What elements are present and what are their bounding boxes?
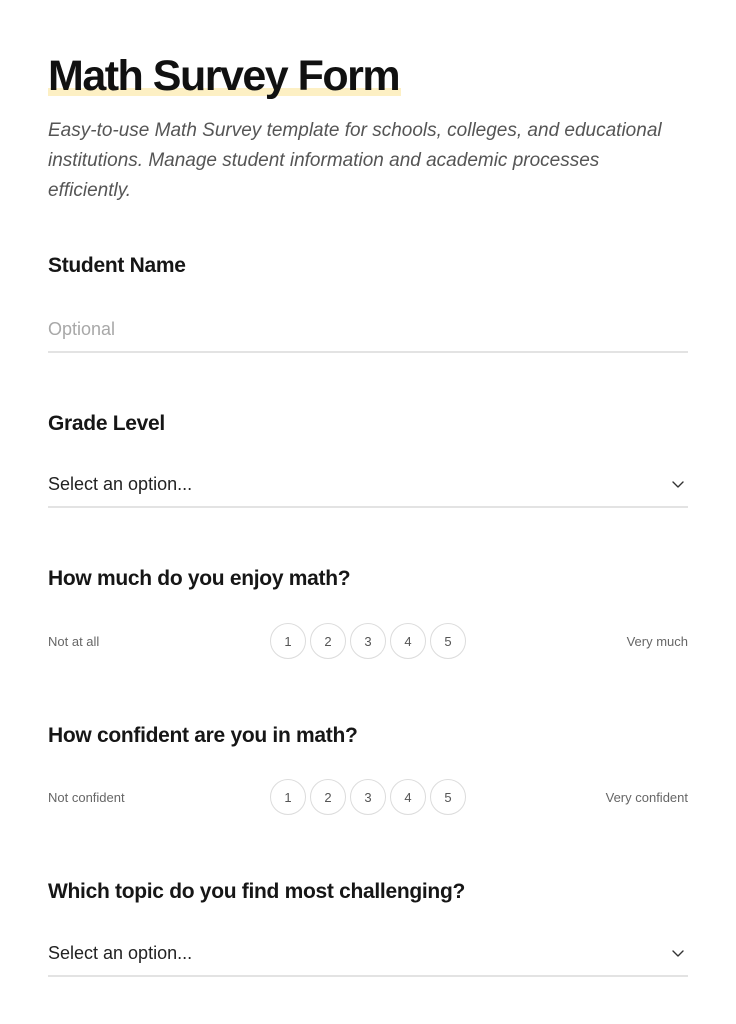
enjoy-math-label: How much do you enjoy math? [48, 567, 351, 590]
confidence-scale [48, 778, 688, 816]
confidence-min-label: Not confident [48, 789, 125, 805]
enjoy-math-max-label: Very much [626, 633, 688, 649]
chevron-down-icon [670, 945, 686, 961]
enjoy-math-option-2[interactable]: 2 [310, 623, 346, 659]
confidence-option-1[interactable]: 1 [270, 779, 306, 815]
enjoy-math-option-3[interactable]: 3 [350, 623, 386, 659]
confidence-max-label: Very confident [605, 789, 688, 805]
confidence-option-4[interactable]: 4 [390, 779, 426, 815]
grade-level-select-value: Select an option... [48, 473, 193, 494]
chevron-down-icon [670, 476, 686, 492]
student-name-input[interactable] [48, 307, 688, 353]
grade-level-label: Grade Level [48, 412, 165, 435]
enjoy-math-option-4[interactable]: 4 [390, 623, 426, 659]
confidence-option-3[interactable]: 3 [350, 779, 386, 815]
enjoy-math-scale [48, 622, 688, 660]
confidence-option-5[interactable]: 5 [430, 779, 466, 815]
challenging-topic-select[interactable] [48, 931, 688, 977]
confidence-label: How confident are you in math? [48, 724, 358, 747]
grade-level-select[interactable] [48, 462, 688, 508]
form-description: Easy-to-use Math Survey template for schools, colleges, and educational institutions. Manage student information and academic processes efficiently. [48, 120, 662, 201]
challenging-topic-select-value: Select an option... [48, 942, 193, 963]
enjoy-math-option-5[interactable]: 5 [430, 623, 466, 659]
page-title: Math Survey Form [48, 52, 400, 100]
enjoy-math-min-label: Not at all [48, 633, 100, 649]
enjoy-math-option-1[interactable]: 1 [270, 623, 306, 659]
student-name-label: Student Name [48, 254, 186, 277]
page-header [48, 50, 401, 102]
confidence-option-2[interactable]: 2 [310, 779, 346, 815]
challenging-topic-label: Which topic do you find most challenging? [48, 880, 466, 903]
confidence-options [270, 779, 466, 815]
enjoy-math-options [270, 623, 466, 659]
